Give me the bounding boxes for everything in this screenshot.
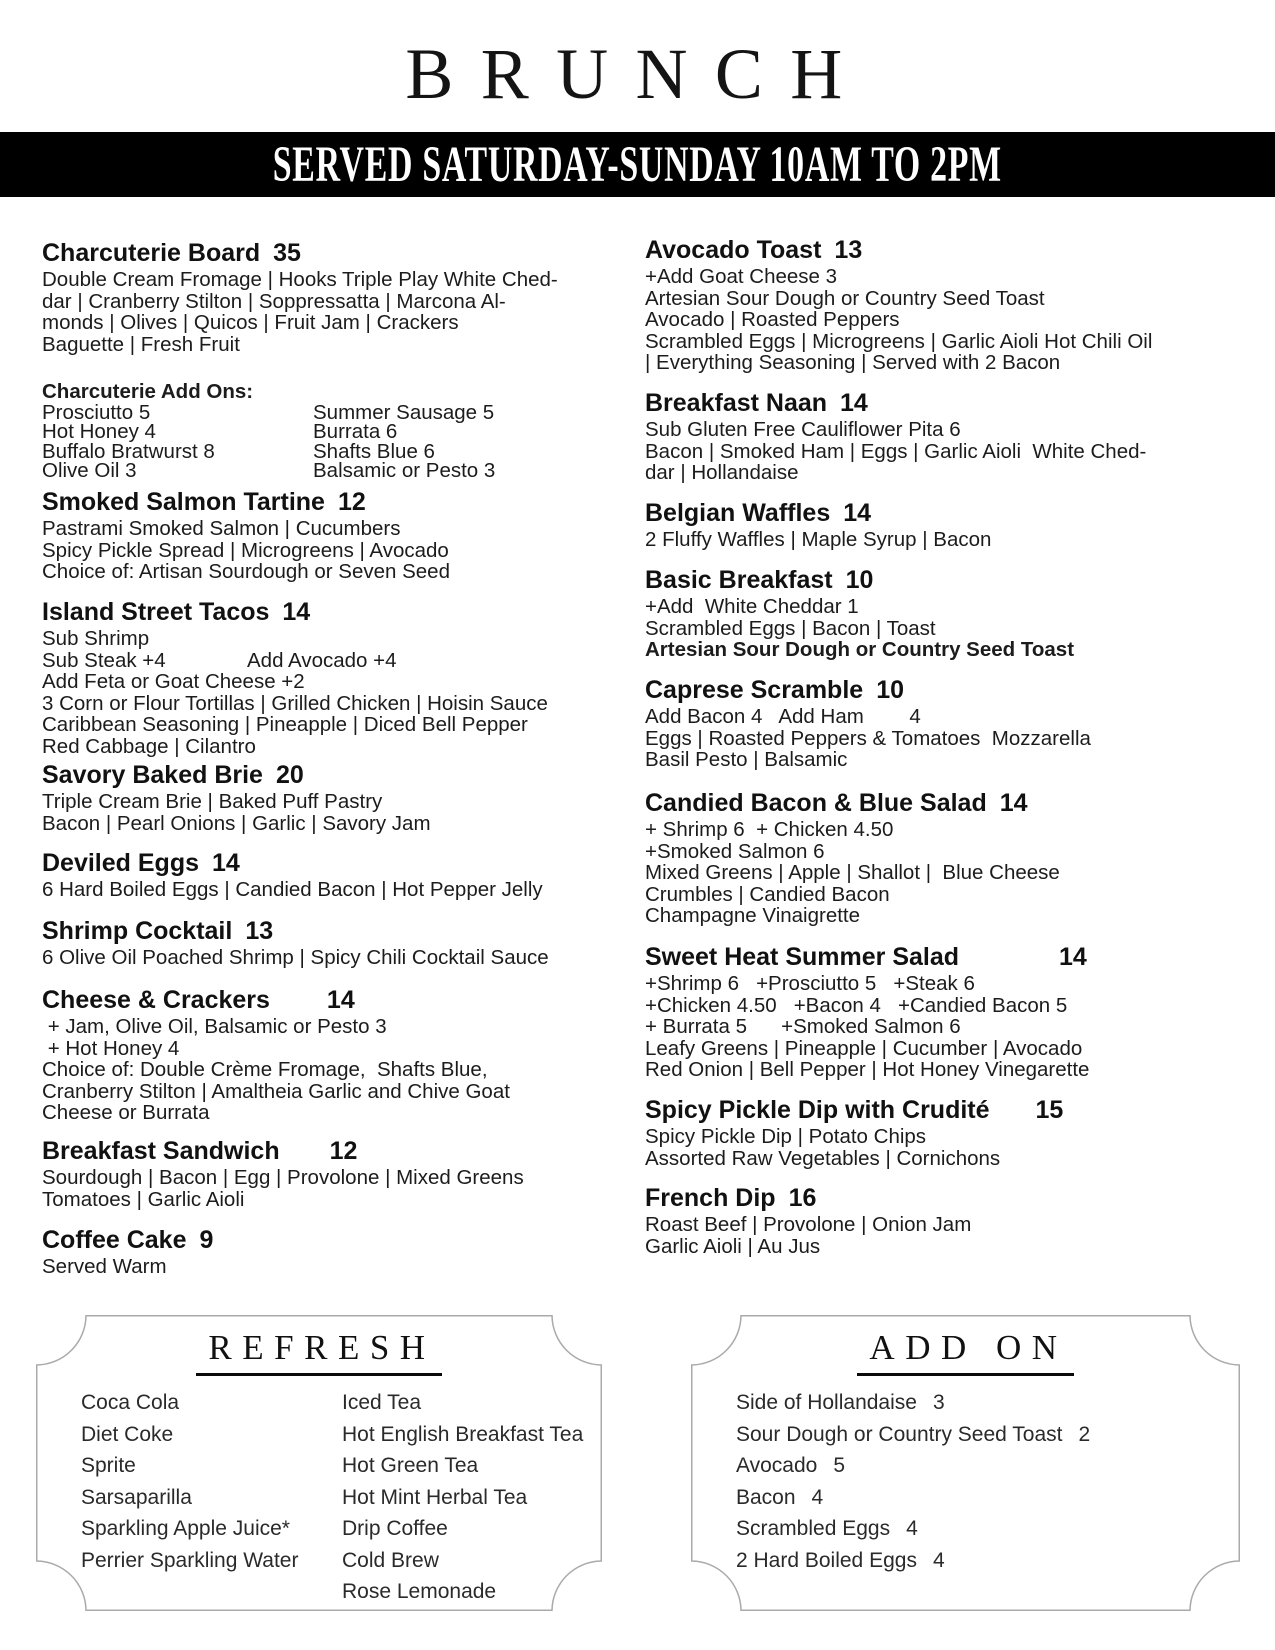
menu-item-name: Smoked Salmon Tartine 12 — [42, 488, 366, 516]
menu-item-description-line: Caribbean Seasoning | Pineapple | Diced Bell Pepper — [42, 713, 528, 736]
beverage-item: Cold Brew — [342, 1548, 439, 1572]
menu-item-description-line: Garlic Aioli | Au Jus — [645, 1234, 821, 1258]
menu-item-description-line: Served Warm — [42, 1255, 167, 1278]
beverage-item: Coca Cola — [81, 1391, 180, 1414]
menu-item-description-line: Pastrami Smoked Salmon | Cucumbers — [42, 517, 401, 540]
menu-item-description-line: + Shrimp 6 + Chicken 4.50 — [645, 818, 894, 841]
refresh-box — [36, 1315, 602, 1611]
beverage-item: Hot Green Tea — [342, 1454, 479, 1477]
menu-item-name: Cheese & Crackers 14 — [42, 986, 355, 1014]
menu-item-description-line: Red Onion | Bell Pepper | Hot Honey Vinegarette — [645, 1058, 1090, 1081]
menu-item-description-line: Add Bacon 4 Add Ham 4 — [645, 705, 921, 728]
menu-item — [42, 918, 549, 969]
menu-item — [645, 1097, 1063, 1169]
menu-item-description-line: + Jam, Olive Oil, Balsamic or Pesto 3 — [42, 1015, 387, 1038]
menu-item-name: Belgian Waffles 14 — [645, 499, 872, 527]
menu-item-description-line: Scrambled Eggs | Microgreens | Garlic Aioli Hot Chili Oil — [645, 329, 1153, 353]
menu-item — [42, 489, 450, 583]
menu-item-name: Island Street Tacos 14 — [42, 598, 311, 626]
menu-item-name: Shrimp Cocktail 13 — [42, 917, 274, 945]
menu-item — [42, 240, 558, 481]
menu-item-description-line: Spicy Pickle Dip | Potato Chips — [645, 1125, 927, 1148]
menu-item-price: 12 — [329, 1137, 358, 1165]
menu-item-description-line: Artesian Sour Dough or Country Seed Toast — [645, 638, 1075, 661]
menu-item-price: 12 — [337, 488, 366, 516]
menu-item-description-line: Baguette | Fresh Fruit — [42, 332, 240, 356]
addon-item: 2 Hard Boiled Eggs 4 — [736, 1548, 945, 1572]
menu-item-description-line: Mixed Greens | Apple | Shallot | Blue Cheese — [645, 861, 1060, 884]
menu-item-price: 15 — [1035, 1096, 1064, 1124]
menu-item-description-line: Sub Steak +4 Add Avocado +4 — [42, 648, 397, 672]
menu-item-description-line: | Everything Seasoning | Served with 2 Bacon — [645, 351, 1061, 374]
menu-item-name: Caprese Scramble 10 — [645, 676, 904, 704]
menu-item-description-line: + Hot Honey 4 — [42, 1036, 180, 1060]
menu-item — [645, 237, 1152, 374]
refresh-list — [36, 1387, 602, 1608]
menu-item-description-line: 2 Fluffy Waffles | Maple Syrup | Bacon — [645, 528, 992, 551]
menu-item-description-line: Olive Oil 3 Balsamic or Pesto 3 — [42, 459, 496, 482]
menu-item-description-line: +Add White Cheddar 1 — [645, 595, 859, 618]
beverage-item: Drip Coffee — [342, 1517, 448, 1540]
menu-item-description-line: +Smoked Salmon 6 — [645, 839, 825, 863]
menu-item-description-line: dar | Hollandaise — [645, 461, 799, 484]
beverage-item: Hot Mint Herbal Tea — [342, 1485, 528, 1509]
menu-item-name: Spicy Pickle Dip with Crudité 15 — [645, 1096, 1064, 1124]
menu-item-description-line: dar | Cranberry Stilton | Soppressatta | Marcona Al- — [42, 289, 506, 313]
menu-item-price: 14 — [326, 986, 355, 1014]
addon-title: ADD ON — [857, 1328, 1073, 1376]
addon-item: Scrambled Eggs 4 — [736, 1517, 918, 1540]
menu-item — [645, 567, 1074, 661]
menu-item-name: Savory Baked Brie 20 — [42, 761, 304, 789]
menu-item — [42, 850, 543, 901]
menu-item-description-line: +Add Goat Cheese 3 — [645, 265, 838, 288]
menu-item-description-line: + Burrata 5 +Smoked Salmon 6 — [645, 1015, 961, 1038]
menu-item-description-line: Spicy Pickle Spread | Microgreens | Avocado — [42, 538, 449, 562]
menu-item-price: 13 — [834, 236, 863, 264]
addon-item-price: 2 — [1078, 1422, 1091, 1446]
menu-item-description-line: monds | Olives | Quicos | Fruit Jam | Crackers — [42, 311, 459, 334]
beverage-item: Perrier Sparkling Water — [81, 1548, 299, 1572]
menu-item-price: 14 — [282, 598, 311, 626]
menu-item — [645, 390, 1146, 484]
menu-item — [645, 677, 1091, 771]
menu-item-name: Basic Breakfast 10 — [645, 566, 874, 594]
addon-item: Bacon 4 — [736, 1485, 824, 1509]
menu-item-description-line: Crumbles | Candied Bacon — [645, 882, 890, 906]
menu-item-description-line: +Shrimp 6 +Prosciutto 5 +Steak 6 — [645, 972, 975, 995]
menu-item-price: 20 — [275, 761, 304, 789]
menu-item-description-line: Basil Pesto | Balsamic — [645, 748, 848, 771]
menu-item-description-line: Avocado | Roasted Peppers — [645, 308, 900, 331]
menu-item-description-line: Sub Shrimp — [42, 627, 150, 650]
menu-item-description-line: Hot Honey 4 Burrata 6 — [42, 420, 398, 443]
menu-item-description-line: Double Cream Fromage | Hooks Triple Play White Ched- — [42, 268, 558, 291]
addon-item-price: 5 — [833, 1454, 846, 1477]
menu-item-price: 14 — [999, 789, 1028, 817]
menu-item-description-line: Assorted Raw Vegetables | Cornichons — [645, 1146, 1001, 1170]
menu-item-description-line: Artesian Sour Dough or Country Seed Toast — [645, 286, 1045, 310]
menu-item — [645, 500, 991, 551]
menu-subheading: Charcuterie Add Ons: — [42, 380, 254, 403]
menu-item-price: 14 — [1059, 943, 1087, 971]
menu-item-description-line: Choice of: Double Crème Fromage, Shafts Blue, — [42, 1058, 488, 1081]
menu-item — [645, 944, 1089, 1081]
menu-item-name: Breakfast Sandwich 12 — [42, 1137, 358, 1165]
menu-item — [645, 1185, 971, 1257]
menu-item-price: 10 — [876, 676, 904, 704]
menu-item-description-line: Add Feta or Goat Cheese +2 — [42, 670, 305, 693]
menu-item-description-line: Sub Gluten Free Cauliflower Pita 6 — [645, 418, 961, 441]
menu-item-description-line: 6 Olive Oil Poached Shrimp | Spicy Chili Cocktail Sauce — [42, 946, 549, 969]
addon-item-price: 3 — [932, 1391, 945, 1414]
menu-item-description-line: Cheese or Burrata — [42, 1101, 210, 1124]
menu-item-name: Coffee Cake 9 — [42, 1226, 214, 1254]
menu-item-name: Candied Bacon & Blue Salad 14 — [645, 789, 1028, 817]
menu-item-name: Deviled Eggs 14 — [42, 849, 240, 877]
menu-item-description-line: 6 Hard Boiled Eggs | Candied Bacon | Hot Pepper Jelly — [42, 878, 543, 901]
menu-item — [42, 987, 510, 1124]
addon-item: Side of Hollandaise 3 — [736, 1391, 945, 1414]
menu-item-description-line: Bacon | Smoked Ham | Eggs | Garlic Aioli White Ched- — [645, 439, 1147, 463]
addon-item-price: 4 — [932, 1548, 945, 1572]
beverage-item: Diet Coke — [81, 1422, 174, 1446]
menu-item-description-line: Bacon | Pearl Onions | Garlic | Savory Jam — [42, 811, 431, 835]
beverage-item: Rose Lemonade — [342, 1580, 497, 1603]
menu-item-name: Sweet Heat Summer Salad 14 — [645, 943, 1087, 971]
addon-item-price: 4 — [906, 1517, 918, 1540]
beverage-item: Sarsaparilla — [81, 1485, 192, 1509]
menu-item-description-line: Roast Beef | Provolone | Onion Jam — [645, 1213, 972, 1236]
menu-item-name: Charcuterie Board 35 — [42, 239, 301, 267]
addon-item-price: 4 — [811, 1485, 824, 1509]
menu-item — [42, 599, 548, 757]
menu-item-description-line: Sourdough | Bacon | Egg | Provolone | Mixed Greens — [42, 1166, 524, 1189]
beverage-item: Sprite — [81, 1454, 136, 1477]
beverage-item: Iced Tea — [342, 1391, 422, 1414]
menu-item-description-line: Tomatoes | Garlic Aioli — [42, 1187, 245, 1211]
menu-item-description-line: Red Cabbage | Cilantro — [42, 734, 256, 758]
menu-item-description-line: Eggs | Roasted Peppers & Tomatoes Mozzarella — [645, 726, 1091, 750]
menu-item-description-line: Scrambled Eggs | Bacon | Toast — [645, 616, 936, 640]
addon-list — [691, 1387, 1240, 1576]
page-title: BRUNCH — [405, 34, 870, 114]
menu-item-name: French Dip 16 — [645, 1184, 817, 1212]
menu-item-description-line: Leafy Greens | Pineapple | Cucumber | Avocado — [645, 1036, 1083, 1060]
menu-item — [42, 1138, 524, 1210]
menu-item-price: 10 — [845, 566, 874, 594]
addon-item: Sour Dough or Country Seed Toast 2 — [736, 1422, 1091, 1446]
menu-item-price: 16 — [788, 1184, 817, 1212]
menu-item-name: Avocado Toast 13 — [645, 236, 863, 264]
menu-item — [42, 1227, 213, 1278]
refresh-title: REFRESH — [196, 1328, 441, 1376]
menu-item-price: 14 — [843, 499, 872, 527]
banner — [0, 132, 1275, 197]
menu-item-description-line: Champagne Vinaigrette — [645, 904, 861, 927]
menu-item-price: 35 — [273, 239, 301, 267]
banner-text: SERVED SATURDAY-SUNDAY 10AM TO 2PM — [272, 136, 1003, 193]
menu-item-price: 14 — [840, 389, 868, 417]
beverage-item: Hot English Breakfast Tea — [342, 1422, 584, 1446]
menu-item-description-line: Prosciutto 5 Summer Sausage 5 — [42, 400, 495, 424]
menu-item-description-line: Choice of: Artisan Sourdough or Seven Seed — [42, 560, 450, 583]
menu-item — [42, 762, 431, 834]
addon-item: Avocado 5 — [736, 1454, 846, 1477]
menu-item-description-line: Cranberry Stilton | Amaltheia Garlic and Chive Goat — [42, 1079, 510, 1103]
menu-item-name: Breakfast Naan 14 — [645, 389, 868, 417]
menu-item-price: 14 — [212, 849, 240, 877]
menu-item-description-line: Buffalo Bratwurst 8 Shafts Blue 6 — [42, 439, 435, 463]
beverage-item: Sparkling Apple Juice* — [81, 1517, 290, 1540]
menu-item-price: 9 — [199, 1226, 214, 1254]
menu-item — [645, 790, 1060, 927]
menu-item-description-line: Triple Cream Brie | Baked Puff Pastry — [42, 790, 383, 813]
addon-box — [691, 1315, 1240, 1611]
menu-item-description-line: 3 Corn or Flour Tortillas | Grilled Chicken | Hoisin Sauce — [42, 691, 548, 715]
menu-item-description-line: +Chicken 4.50 +Bacon 4 +Candied Bacon 5 — [645, 993, 1068, 1017]
menu-item-price: 13 — [245, 917, 274, 945]
